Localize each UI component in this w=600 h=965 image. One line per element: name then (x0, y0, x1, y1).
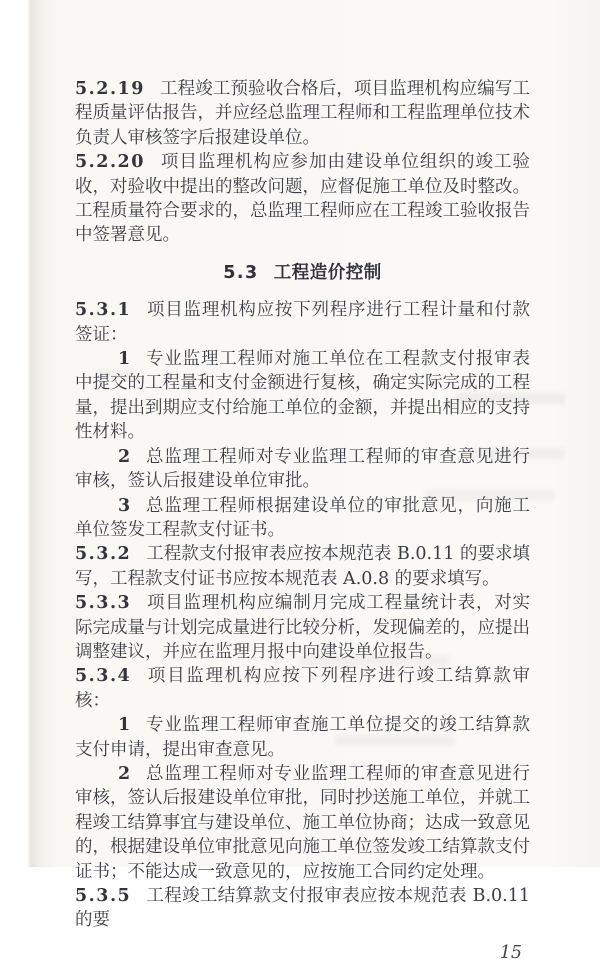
clause-text: 项目监理机构应编制月完成工程量统计表，对实际完成量与计划完成量进行比较分析，发现偏差的，应提出调整建议，并应在监理月报中向建设单位报告。 (75, 593, 530, 662)
clause-5-3-4 (75, 664, 530, 713)
item-text: 总监理工程师根据建设单位的审批意见，向施工单位签发工程款支付证书。 (75, 495, 530, 540)
section-title: 工程造价控制 (273, 262, 382, 283)
clause-text: 项目监理机构应按下列程序进行工程计量和付款签证： (75, 300, 530, 345)
item-text: 总监理工程师对专业监理工程师的审查意见进行审核，签认后报建设单位审批。 (75, 446, 530, 492)
clause-number: 5.3.4 (75, 666, 132, 687)
item-number: 3 (118, 495, 131, 516)
clause-number: 5.3.2 (75, 544, 132, 565)
clause-number: 5.3.1 (75, 300, 132, 321)
clause-5-3-3 (75, 591, 530, 664)
page-number: 15 (499, 942, 522, 963)
sub-item-1 (75, 347, 530, 445)
clause-5-2-20 (75, 150, 530, 248)
item-number: 2 (118, 446, 131, 467)
clause-number: 5.3.5 (75, 886, 132, 906)
clause-number: 5.2.20 (75, 152, 145, 173)
item-text: 专业监理工程师对施工单位在工程款支付报审表中提交的工程量和支付金额进行复核，确定实际完成的工程量，提出到期应支付给施工单位的金额，并提出相应的支持性材料。 (75, 349, 530, 443)
page-content (75, 77, 530, 965)
section-heading (75, 261, 530, 285)
clause-text: 工程竣工结算款支付报审表应按本规范表 B.0.11 的要 (75, 886, 530, 931)
sub-item-3 (75, 494, 530, 543)
clause-text: 项目监理机构应参加由建设单位组织的竣工验收，对验收中提出的整改问题，应督促施工单位及时整改。工程质量符合要求的，总监理工程师应在工程竣工验收报告中签署意见。 (75, 152, 530, 246)
clause-number: 5.2.19 (75, 79, 145, 99)
item-text: 总监理工程师对专业监理工程师的审查意见进行审核，签认后报建设单位审批，同时抄送施工单位，并就工程竣工结算事宜与建设单位、施工单位协商；达成一致意见的，根据建设单位审批意见向施工单位签发竣工结算款支付证书；不能达成一致意见的，应按施工合同约定处理。 (75, 763, 530, 882)
sub-item-2 (75, 762, 530, 884)
clause-5-3-5 (75, 884, 530, 933)
item-number: 1 (118, 715, 131, 736)
clause-text: 工程款支付报审表应按本规范表 B.0.11 的要求填写，工程款支付证书应按本规范表 A.0.8 的要求填写。 (75, 544, 530, 589)
item-number: 2 (118, 763, 131, 784)
clause-5-3-2 (75, 542, 530, 591)
item-number: 1 (118, 349, 131, 370)
sub-item-1 (75, 713, 530, 762)
clause-text: 工程竣工预验收合格后，项目监理机构应编写工程质量评估报告，并应经总监理工程师和工程监理单位技术负责人审核签字后报建设单位。 (75, 79, 530, 148)
section-number: 5.3 (223, 262, 259, 283)
clause-5-2-19 (75, 77, 530, 150)
sub-item-2 (75, 445, 530, 494)
clause-5-3-1 (75, 298, 530, 347)
item-text: 专业监理工程师审查施工单位提交的竣工结算款支付申请，提出审查意见。 (75, 715, 530, 760)
clause-text: 项目监理机构应按下列程序进行竣工结算款审核： (75, 666, 530, 711)
clause-number: 5.3.3 (75, 593, 132, 614)
